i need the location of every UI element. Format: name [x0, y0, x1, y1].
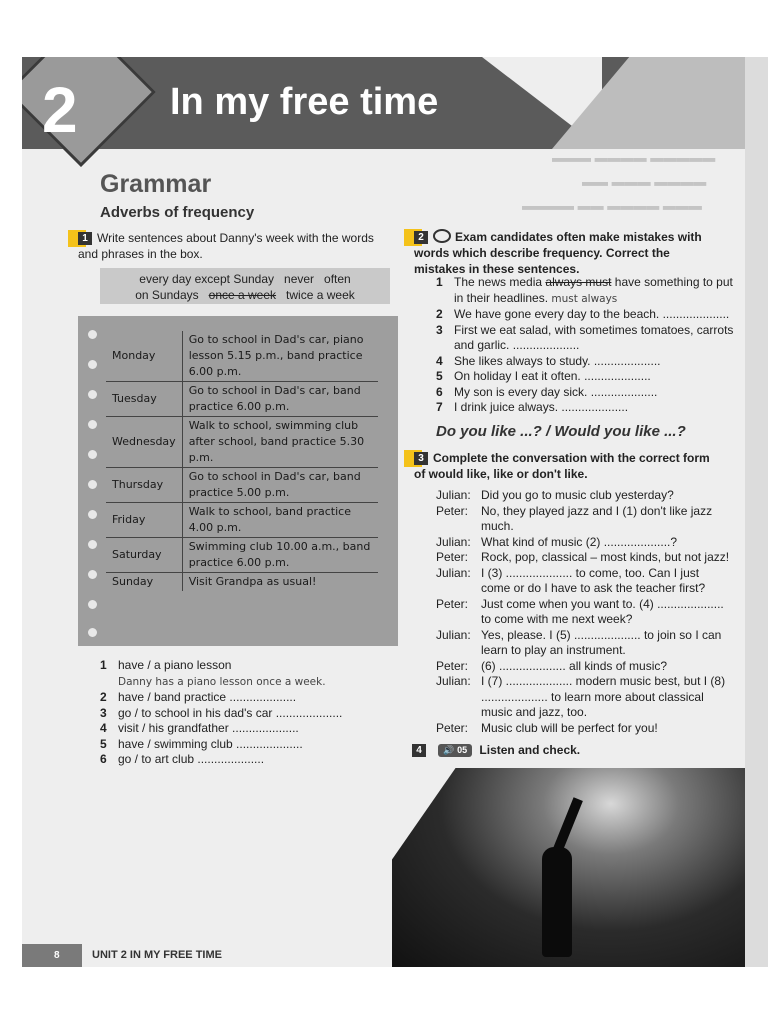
binder-hole: [88, 480, 97, 489]
diary-row: [106, 503, 378, 538]
item-text: have / band practice ....................: [118, 690, 297, 704]
item-text: have / swimming club ....................: [118, 736, 303, 751]
dialogue-text: Yes, please. I (5) .................... to join so I can learn to play an instrument.: [481, 627, 722, 657]
speaker: Peter:: [436, 658, 469, 673]
list-item: [100, 690, 400, 706]
binder-hole: [88, 450, 97, 459]
show-through-text: ▬▬▬▬ ▬▬ ▬▬▬▬ ▬▬▬: [522, 203, 702, 218]
example-answer-row: [100, 674, 400, 691]
track-number: 05: [457, 745, 468, 755]
item-text: visit / his grandfather ....................: [118, 721, 299, 735]
item-number: 3: [436, 322, 443, 337]
speaker: Peter:: [436, 550, 469, 564]
list-item: [100, 752, 400, 768]
dialogue-text: No, they played jazz and I (1) don't like jazz much.: [481, 503, 713, 533]
dialogue-text: Just come when you want to. (4) .................... to come with me next week?: [481, 596, 724, 626]
item-number: 1: [436, 275, 443, 289]
dialogue-text: I (7) .................... modern music best, but I (8) .................... to learn more about classical music and jazz, too.: [481, 674, 726, 719]
item-number: 7: [436, 400, 443, 414]
list-item: [436, 400, 736, 416]
item-number: 4: [100, 721, 107, 735]
ex2-number: 2: [414, 231, 428, 244]
item-number: 2: [100, 690, 107, 704]
ex3-instruction-text: Complete the conversation with the correct form of would like, like or don't like.: [414, 451, 710, 481]
dialogue-line: [436, 488, 731, 504]
example-answer: Danny has a piano lesson once a week.: [118, 675, 326, 688]
list-item: [100, 737, 400, 753]
dialogue-line: [436, 535, 731, 551]
diary-day: Wednesday: [106, 417, 182, 468]
ex1-instruction: [78, 230, 388, 262]
item-text: have something to put in their headlines.: [454, 275, 733, 305]
speaker: Julian:: [436, 534, 471, 549]
item-number: 6: [436, 384, 443, 399]
binder-hole: [88, 420, 97, 429]
speaker: Julian:: [436, 488, 471, 502]
list-item: [100, 721, 400, 737]
dialogue-text: I (3) .................... to come, too. Can I just come or do I have to ask the teacher first?: [481, 565, 706, 595]
diary-row: [106, 538, 378, 573]
dialogue-line: [436, 504, 731, 535]
word-box-line: [100, 287, 390, 303]
danny-diary: [78, 316, 398, 646]
page-edge: [745, 57, 768, 967]
dialogue-text: Did you go to music club yesterday?: [481, 488, 674, 502]
item-text: She likes always to study. ....................: [454, 353, 661, 368]
word-box-line: every day except Sunday never often: [139, 272, 351, 286]
dialogue-line: [436, 628, 731, 659]
diary-day: Monday: [106, 331, 182, 382]
item-number: 2: [436, 307, 443, 321]
binder-hole: [88, 360, 97, 369]
dialogue-text: Rock, pop, classical – most kinds, but not jazz!: [481, 550, 730, 564]
footer-unit-label: UNIT 2 IN MY FREE TIME: [92, 949, 222, 961]
ex2-items: [436, 275, 736, 416]
ex3-heading: Do you like ...? / Would you like ...?: [436, 423, 686, 440]
binder-hole: [88, 330, 97, 339]
diary-row: [106, 417, 378, 468]
dialogue-line: [436, 566, 731, 597]
binder-hole: [88, 628, 97, 637]
ex4-row: [412, 743, 580, 757]
speaker: Peter:: [436, 503, 469, 518]
diary-row: [106, 382, 378, 417]
list-item: [436, 354, 736, 370]
binder-hole: [88, 510, 97, 519]
show-through-text: ▬▬ ▬▬▬ ▬▬▬▬: [582, 179, 707, 194]
item-number: 5: [436, 369, 443, 383]
ex3-dialogue: [436, 488, 731, 736]
dialogue-text: What kind of music (2) ....................?: [481, 534, 678, 549]
word-box-item-crossed: once a week: [208, 288, 277, 302]
example-answer: must always: [551, 292, 618, 305]
photo-singer-silhouette: [542, 847, 572, 957]
item-number: 1: [100, 658, 107, 672]
item-number: 4: [436, 353, 443, 368]
diary-entry: Go to school in Dad's car, band practice 6.00 p.m.: [182, 382, 378, 417]
list-item: [100, 706, 400, 722]
ex3-number: 3: [414, 452, 428, 465]
diary-entry: Walk to school, swimming club after school, band practice 5.30 p.m.: [182, 417, 378, 468]
dialogue-line: [436, 550, 731, 566]
speaker: Julian:: [436, 627, 471, 642]
ex1-instruction-text: Write sentences about Danny's week with the words and phrases in the box.: [78, 231, 374, 261]
speaker: Peter:: [436, 596, 469, 611]
list-item: [100, 658, 400, 674]
unit-title: In my free time: [170, 81, 439, 123]
ex2-instruction-text: Exam candidates often make mistakes with words which describe frequency. Correct the mistakes in these sentences.: [414, 230, 702, 276]
item-text: go / to school in his dad's car ....................: [118, 705, 343, 720]
diary-table: [106, 331, 378, 591]
dialogue-line: [436, 674, 731, 721]
word-box-item: twice a week: [286, 288, 355, 302]
list-item: [436, 275, 736, 307]
item-text: My son is every day sick. ....................: [454, 384, 658, 399]
binder-hole: [88, 570, 97, 579]
word-box: [100, 268, 390, 304]
binder-hole: [88, 390, 97, 399]
ex3-instruction: [414, 450, 719, 482]
diary-day: Friday: [106, 503, 182, 538]
speaker: Peter:: [436, 720, 469, 735]
dialogue-line: [436, 597, 731, 628]
diary-entry: Visit Grandpa as usual!: [188, 575, 317, 588]
diary-day: Tuesday: [106, 382, 182, 417]
page-number: 8: [22, 944, 82, 967]
exam-tip-icon: [433, 229, 451, 243]
item-text: have / a piano lesson: [118, 658, 232, 672]
dialogue-line: [436, 721, 731, 737]
diary-entry: Swimming club 10.00 a.m., band practice 6.00 p.m.: [182, 538, 378, 573]
diary-day: Saturday: [106, 538, 182, 573]
speaker: Julian:: [436, 674, 471, 688]
audio-track-button[interactable]: 🔊 05: [438, 744, 472, 757]
dialogue-text: Music club will be perfect for you!: [481, 720, 658, 735]
diary-entry: Go to school in Dad's car, band practice 5.00 p.m.: [182, 468, 378, 503]
diary-day: Thursday: [106, 468, 182, 503]
diary-day: Sunday: [106, 573, 182, 592]
item-text: First we eat salad, with sometimes tomatoes, carrots and garlic. ....................: [454, 322, 734, 352]
dialogue-line: [436, 659, 731, 675]
diary-entry: Go to school in Dad's car, piano lesson 5.15 p.m., band practice 6.00 p.m.: [182, 331, 378, 382]
diary-row: [106, 331, 378, 382]
item-text: I drink juice always. ....................: [454, 400, 629, 414]
list-item: [436, 369, 736, 385]
workbook-page: [22, 57, 745, 967]
speaker: Julian:: [436, 565, 471, 580]
list-item: [436, 307, 736, 323]
show-through-text: ▬▬▬ ▬▬▬▬ ▬▬▬▬▬: [552, 155, 716, 170]
ex4-instruction: Listen and check.: [479, 743, 581, 757]
section-title: Grammar: [100, 170, 212, 198]
item-number: 5: [100, 736, 107, 751]
ex4-number: 4: [412, 744, 426, 757]
crossed-out-words: always must: [545, 275, 612, 289]
item-text: go / to art club ....................: [118, 752, 265, 766]
item-text: On holiday I eat it often. ....................: [454, 369, 651, 383]
binder-hole: [88, 540, 97, 549]
ex2-instruction: [414, 229, 719, 277]
list-item: [436, 323, 736, 354]
item-number: 6: [100, 752, 107, 766]
diary-row: [106, 573, 378, 592]
diary-row: [106, 468, 378, 503]
item-text: We have gone every day to the beach. ....................: [454, 307, 730, 321]
item-text: The news media: [454, 275, 543, 289]
word-box-item: on Sundays: [135, 288, 199, 302]
diary-entry: Walk to school, band practice 4.00 p.m.: [182, 503, 378, 538]
binder-hole: [88, 600, 97, 609]
dialogue-text: (6) .................... all kinds of music?: [481, 658, 668, 673]
section-subtitle: Adverbs of frequency: [100, 204, 255, 221]
list-item: [436, 385, 736, 401]
ex1-number: 1: [78, 232, 92, 245]
ex1-items: [100, 658, 400, 768]
unit-number: 2: [42, 74, 78, 146]
item-number: 3: [100, 705, 107, 720]
